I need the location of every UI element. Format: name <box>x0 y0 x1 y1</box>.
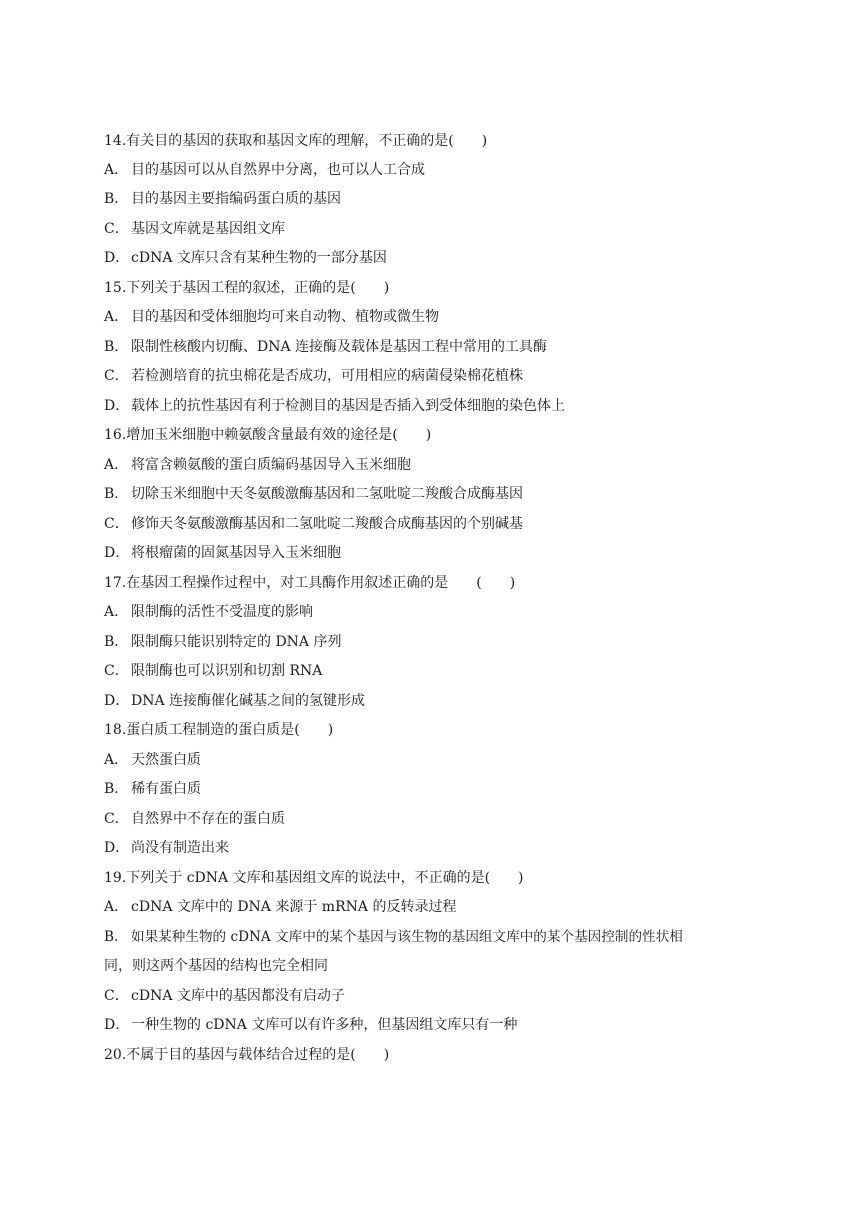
option-text: 若检测培育的抗虫棉花是否成功，可用相应的病菌侵染棉花植株 <box>131 368 523 384</box>
option-letter: A． <box>104 899 129 915</box>
option-letter: B． <box>104 191 129 207</box>
option-text: 稀有蛋白质 <box>131 781 201 797</box>
option-text: 修饰天冬氨酸激酶基因和二氢吡啶二羧酸合成酶基因的个别碱基 <box>131 516 523 532</box>
question-16-option-d <box>104 544 764 562</box>
option-text: 尚没有制造出来 <box>131 840 229 856</box>
question-17-option-b <box>104 633 764 651</box>
option-text: 将根瘤菌的固氮基因导入玉米细胞 <box>131 545 341 561</box>
option-text: 限制酶也可以识别和切割 RNA <box>131 663 323 679</box>
option-text: 目的基因和受体细胞均可来自动物、植物或微生物 <box>131 309 439 325</box>
option-letter: B． <box>104 634 129 650</box>
option-text: 一种生物的 cDNA 文库可以有许多种，但基因组文库只有一种 <box>131 1017 518 1033</box>
question-18-option-a <box>104 751 764 769</box>
question-18-stem: 18.蛋白质工程制造的蛋白质是( ) <box>104 722 334 738</box>
option-text: 如果某种生物的 cDNA 文库中的某个基因与该生物的基因组文库中的某个基因控制的性状相 <box>131 929 683 945</box>
option-letter: D． <box>104 250 130 266</box>
option-letter: C． <box>104 368 129 384</box>
option-letter: A． <box>104 604 129 620</box>
option-letter: B． <box>104 339 129 355</box>
option-text: 将富含赖氨酸的蛋白质编码基因导入玉米细胞 <box>131 457 411 473</box>
option-letter: A． <box>104 752 129 768</box>
option-letter: B． <box>104 929 128 945</box>
option-letter: D． <box>104 1017 130 1033</box>
question-18-option-c <box>104 810 764 828</box>
option-text: 限制酶的活性不受温度的影响 <box>131 604 313 620</box>
question-20-stem: 20.不属于目的基因与载体结合过程的是( ) <box>104 1047 390 1063</box>
option-text: 目的基因主要指编码蛋白质的基因 <box>131 191 341 207</box>
option-letter: A． <box>104 309 129 325</box>
question-16-option-a <box>104 456 764 474</box>
question-17-option-c <box>104 662 764 680</box>
question-15-stem: 15.下列关于基因工程的叙述，正确的是( ) <box>104 280 390 296</box>
option-letter: D． <box>104 545 130 561</box>
option-text: DNA 连接酶催化碱基之间的氢键形成 <box>131 693 366 709</box>
option-letter: D． <box>104 398 130 414</box>
question-16-stem: 16.增加玉米细胞中赖氨酸含量最有效的途径是( ) <box>104 427 432 443</box>
question-19-option-a <box>104 898 764 916</box>
question-19-option-b <box>104 928 764 946</box>
option-text: 基因文库就是基因组文库 <box>131 221 285 237</box>
question-15-option-c <box>104 367 764 385</box>
question-19-option-b-continuation: 同，则这两个基因的结构也完全相同 <box>104 958 328 974</box>
option-letter: B． <box>104 486 129 502</box>
option-letter: C． <box>104 516 129 532</box>
question-16-option-b <box>104 485 764 503</box>
option-text: 限制性核酸内切酶、DNA 连接酶及载体是基因工程中常用的工具酶 <box>131 339 548 355</box>
option-letter: D． <box>104 840 130 856</box>
option-text: 限制酶只能识别特定的 DNA 序列 <box>131 634 342 650</box>
option-text: 自然界中不存在的蛋白质 <box>131 811 285 827</box>
question-15-option-d <box>104 397 764 415</box>
option-letter: C． <box>104 663 129 679</box>
question-14-stem: 14.有关目的基因的获取和基因文库的理解，不正确的是( ) <box>104 133 488 149</box>
option-text: 切除玉米细胞中天冬氨酸激酶基因和二氢吡啶二羧酸合成酶基因 <box>131 486 523 502</box>
question-15-option-b <box>104 338 764 356</box>
question-18-option-d <box>104 839 764 857</box>
question-19-option-c <box>104 987 764 1005</box>
question-14-option-c <box>104 220 764 238</box>
option-text: cDNA 文库中的 DNA 来源于 mRNA 的反转录过程 <box>131 899 457 915</box>
question-19-option-d <box>104 1016 764 1034</box>
question-14-option-d <box>104 249 764 267</box>
option-letter: C． <box>104 988 129 1004</box>
option-text: 目的基因可以从自然界中分离，也可以人工合成 <box>131 162 425 178</box>
question-17-option-a <box>104 603 764 621</box>
question-17-stem: 17.在基因工程操作过程中，对工具酶作用叙述正确的是 ( ) <box>104 575 516 591</box>
option-text: 天然蛋白质 <box>131 752 201 768</box>
question-14-option-a <box>104 161 764 179</box>
option-letter: D． <box>104 693 130 709</box>
option-text: cDNA 文库只含有某种生物的一部分基因 <box>131 250 387 266</box>
option-letter: A． <box>104 162 129 178</box>
question-15-option-a <box>104 308 764 326</box>
question-14-option-b <box>104 190 764 208</box>
option-letter: C． <box>104 221 129 237</box>
question-17-option-d <box>104 692 764 710</box>
option-text: cDNA 文库中的基因都没有启动子 <box>131 988 345 1004</box>
question-19-stem: 19.下列关于 cDNA 文库和基因组文库的说法中，不正确的是( ) <box>104 870 524 886</box>
option-letter: B． <box>104 781 129 797</box>
question-18-option-b <box>104 780 764 798</box>
option-letter: A． <box>104 457 129 473</box>
question-16-option-c <box>104 515 764 533</box>
option-letter: C． <box>104 811 129 827</box>
option-text: 载体上的抗性基因有利于检测目的基因是否插入到受体细胞的染色体上 <box>131 398 565 414</box>
